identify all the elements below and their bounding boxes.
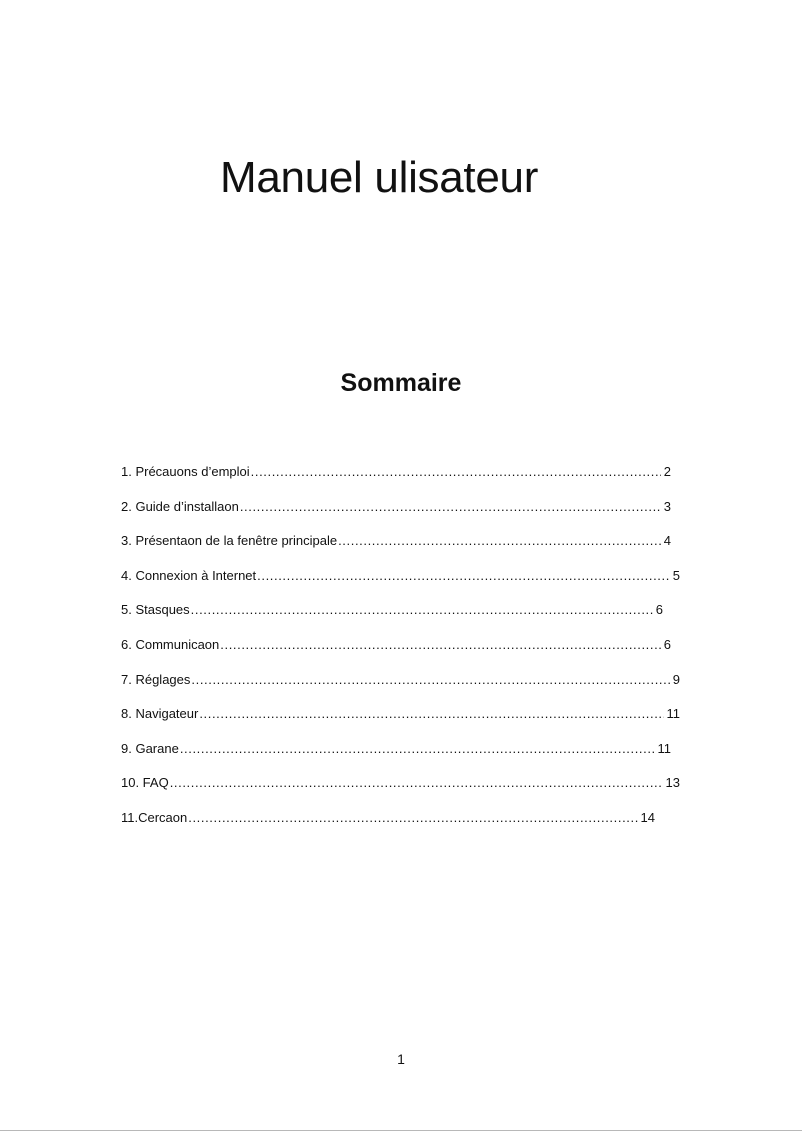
toc-entry-page: 2 [663,464,671,479]
toc-entry-label: 8. Navigateur [121,706,199,722]
toc-entry-page: 6 [655,602,663,618]
toc-entry-page: 3 [663,498,671,514]
toc-entry [121,600,663,635]
toc-entry-label: 5. Stasques [121,602,190,618]
toc-entry-page: 11 [666,706,680,722]
toc-entry-page: 13 [665,775,680,791]
toc-leader-dots [240,497,661,517]
toc-entry [121,566,680,601]
toc-leader-dots [191,600,653,620]
toc-entry-label: 6. Communicaon [121,636,220,652]
toc-entry-page: 4 [663,533,671,549]
toc-entry [121,670,680,705]
toc-entry-label: 4. Connexion à Internet [121,567,257,583]
toc-leader-dots [257,566,670,586]
toc-entry-label: 11.Cercaon [121,809,188,825]
toc-entry-label: 2. Guide d’installaon [121,498,239,514]
table-of-contents [121,462,680,843]
toc-entry-label: 3. Présentaon de la fenêtre principale [121,533,338,549]
toc-leader-dots [220,635,660,655]
toc-entry-label: 1. Précauons d’emploi [121,464,250,479]
toc-entry-page: 6 [663,636,671,652]
toc-entry [121,497,671,532]
toc-entry [121,808,655,843]
toc-leader-dots [251,462,661,482]
toc-entry [121,739,671,774]
toc-entry [121,531,671,566]
toc-heading: Sommaire [340,369,462,397]
toc-leader-dots [170,773,663,793]
toc-leader-dots [199,704,663,724]
toc-entry-label: 9. Garane [121,740,179,756]
toc-entry-page: 14 [640,809,655,825]
toc-entry [121,704,680,739]
toc-entry [121,635,671,670]
toc-leader-dots [338,531,661,551]
toc-entry [121,462,671,497]
page-edge-divider [0,1130,802,1131]
toc-entry-page: 9 [672,671,680,687]
toc-entry-label: 10. FAQ [121,775,169,791]
toc-entry-label: 7. Réglages [121,671,191,687]
toc-leader-dots [191,670,669,690]
document-title: Manuel ulisateur [220,153,539,202]
page-number: 1 [397,1051,405,1067]
toc-entry-page: 5 [672,567,680,583]
toc-entry [121,773,680,808]
toc-entry-page: 11 [657,740,671,756]
toc-leader-dots [188,808,637,828]
toc-leader-dots [180,739,655,759]
